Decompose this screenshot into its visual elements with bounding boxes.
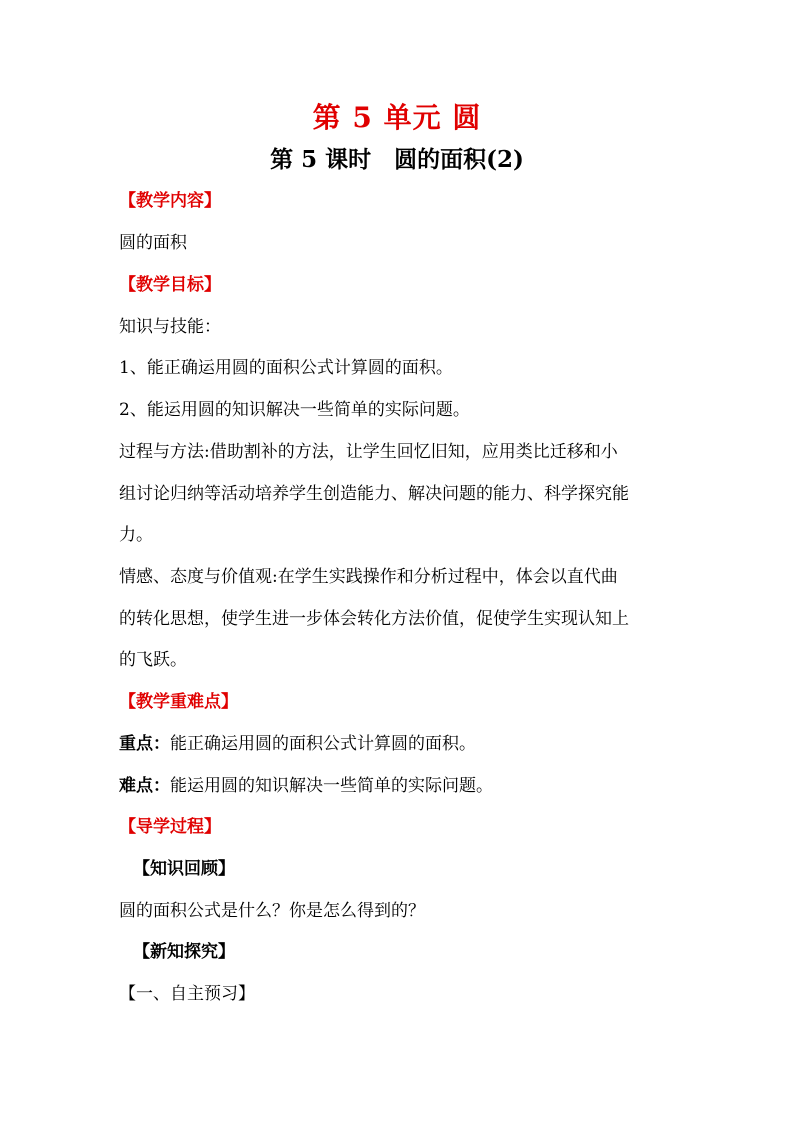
difficulty-point [119, 773, 493, 799]
diff-text: 能运用圆的知识解决一些简单的实际问题。 [170, 776, 493, 796]
lesson-subtitle: 第 5 课时 圆的面积(2) [270, 146, 524, 173]
emotion-line-3: 的飞跃。 [119, 650, 187, 670]
content-heading: 【教学内容】 [119, 191, 221, 211]
goals-knowledge: 知识与技能： [119, 317, 221, 337]
goal-2: 2、能运用圆的知识解决一些简单的实际问题。 [119, 400, 470, 420]
content-text: 圆的面积 [119, 233, 187, 253]
guide-heading: 【导学过程】 [119, 817, 221, 837]
key-text: 能正确运用圆的面积公式计算圆的面积。 [170, 734, 476, 754]
goal-1: 1、能正确运用圆的面积公式计算圆的面积。 [119, 358, 453, 378]
goals-heading: 【教学目标】 [119, 275, 221, 295]
process-line-3: 力。 [119, 525, 153, 545]
review-heading: 【知识回顾】 [133, 859, 235, 879]
explore-heading: 【新知探究】 [133, 942, 235, 962]
key-label: 重点： [119, 734, 170, 754]
process-line-1: 过程与方法:借助割补的方法，让学生回忆旧知，应用类比迁移和小 [119, 442, 618, 462]
emotion-line-2: 的转化思想，使学生进一步体会转化方法价值，促使学生实现认知上 [119, 609, 629, 629]
key-heading: 【教学重难点】 [119, 692, 238, 712]
diff-label: 难点： [119, 776, 170, 796]
review-text: 圆的面积公式是什么？你是怎么得到的？ [119, 901, 425, 921]
process-line-2: 组讨论归纳等活动培养学生创造能力、解决问题的能力、科学探究能 [119, 484, 629, 504]
emotion-line-1: 情感、态度与价值观:在学生实践操作和分析过程中，体会以直代曲 [119, 567, 618, 587]
key-point [119, 731, 476, 757]
unit-title: 第 5 单元 圆 [312, 101, 482, 134]
preview-heading: 【一、自主预习】 [119, 984, 255, 1004]
